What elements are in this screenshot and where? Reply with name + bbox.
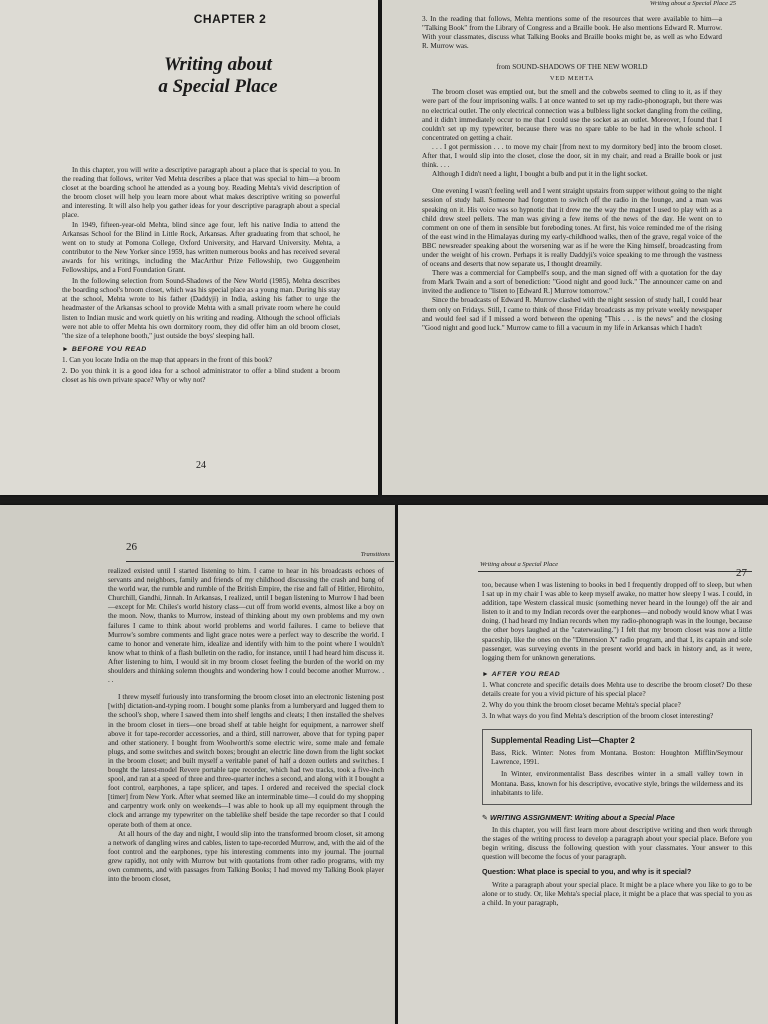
supplemental-reading-heading: Supplemental Reading List—Chapter 2 bbox=[491, 736, 635, 746]
reading-paragraph-6: Since the broadcasts of Edward R. Murrow clashed with the night session of study hall, I could hear them only on Fridays. Still, I came to think of those Friday broadcasts as my private weekly newspaper and would feel sad if I missed a word between the opening "This . . . is the news" and the closing "Good night and good luck." Murrow came to fill a vacuum in my life in Arkansas which I hadn't bbox=[422, 296, 722, 332]
before-question-3: 3. In the reading that follows, Mehta mentions some of the resources that were available to him—a "Talking Book" from the Library of Congress and a Braille book. He also mentions Edward R. Murrow. With your classmates, discuss what Talking Books and Braille books might be, as well as who Edward R. Murrow was. bbox=[422, 15, 722, 51]
reading-source: from SOUND-SHADOWS OF THE NEW WORLD bbox=[496, 63, 648, 72]
chapter-title-line2: a Special Place bbox=[158, 76, 278, 97]
supplemental-reading-description: In Winter, environmentalist Bass describes winter in a small valley town in Montana. Bass, known for his descriptive, evocative style, brings the wilderness and its inhabitants to life. bbox=[491, 770, 743, 797]
page-number-27: 27 bbox=[736, 567, 747, 579]
page-27 bbox=[398, 505, 768, 1024]
page-24 bbox=[0, 0, 378, 495]
chapter-title bbox=[118, 54, 318, 98]
reading-paragraph-7: realized existed until I started listening to him. I came to hear in his broadcasts echoes of servants and neighbors, family and friends of my childhood discussing the crash and bang of the world war, the rumble and rumble of the British Empire, the rise and fall of Hitler, Hirohito, Churchill, Gandhi, Jinnah. In Arkansas, I realized, until I began listening to Murrow I had been—except for Mr. Chiles's world history class—cut off from world events, almost like a boy on the moon. Now, thanks to Murrow, instead of thinking about my own problems and my own failures I came to think about world problems and world failures. I came to believe that Murrow's sombre comments and light grace notes were a perfect way to describe the world. I came to honor and venerate him, idealize and identify with him to the point where I wouldn't know what to think of a flash bulletin on the radio, for instance, until I had heard him discuss it. After listening to him, I would sit in my broom closet feeling the burden of the world on my shoulders and thinking solemn thoughts and wondering how I could become another Murrow. . . . bbox=[108, 567, 384, 685]
page-26-body bbox=[108, 567, 384, 884]
before-question-2: 2. Do you think it is a good idea for a school administrator to offer a blind student a broom closet as his own private space? Why or why not? bbox=[62, 366, 340, 384]
page-25-body bbox=[422, 13, 722, 333]
before-question-1: 1. Can you locate India on the map that appears in the front of this book? bbox=[62, 355, 272, 364]
assignment-final-text: Write a paragraph about your special place. It might be a place where you like to go to be alone or to study. Or, like Mehta's special place, it might be a place that was special to you as a child. In your paragraph, bbox=[482, 881, 752, 908]
page-27-body bbox=[482, 581, 752, 908]
assignment-question: Question: What place is special to you, and why is it special? bbox=[482, 867, 692, 877]
after-you-read-heading: ► AFTER YOU READ bbox=[482, 670, 561, 678]
writing-assignment-text: In this chapter, you will first learn more about descriptive writing and then work through the stages of the writing process to develop a paragraph about your special place. Before you begin writing, discuss the following question with your classmates. Your answer to this question will become the focus of your paragraph. bbox=[482, 825, 752, 861]
intro-paragraph-3: In the following selection from Sound-Shadows of the New World (1985), Mehta describes the boarding school's broom closet, which was his special place as a young man. During his stay at the school, Mehta wrote to his father (Daddyji) in India, asking his father to urge the headmaster of the Arkansas school to provide Mehta with a small private room where he could listen to Indian music and work quietly on his writing and reading. Although the school officials were not able to offer Mehta his own dormitory room, they did offer him an old broom closet, "the size of a telephone booth," just outside the boys' sleeping hall. bbox=[62, 277, 340, 340]
reading-paragraph-8: I threw myself furiously into transforming the broom closet into an electronic listening post [with] dictation-and-typing room. I bought some planks from a lumberyard and lugged them to the school's shop, where I sawed them into shelf lengths and cleats; I then installed the shelves in the broom closet in tiers—one broad shelf at table height for equipment, a narrower shelf above it for tape-recorder accessories, and a third, still narrower, above that for typing paper and other stationery. I bought from Woolworth's some electric wire, some male and female plugs, and some switches and switch boxes; brought an electric line down from the light socket in the broom closet; and built myself a veritable panel of half a dozen outlets and switches. I bought the latest-model Revere portable tape recorder, which had two tracks, took a five-inch spool, and ran at a speed of three and three-quarter inches a second, and along with it I bought a foot control, earphones, a tape splicer, and tapes. I ordered and received the special clock [timer] from New York. After what seemed like an interminable time—I could do my shopping and carpentry work only on weekends—I was able to hook up all my equipment through the clock and arrange my typewriter on the tablelike shelf beside the tape recorder so that I could operate both of them at once. bbox=[108, 693, 384, 829]
page-26-header: Transitions bbox=[360, 551, 390, 558]
page-25 bbox=[382, 0, 768, 495]
page-26-header-rule bbox=[126, 549, 394, 562]
chapter-label: CHAPTER 2 bbox=[193, 12, 267, 26]
intro-paragraph-1: In this chapter, you will write a descriptive paragraph about a place that is special to you. In the reading that follows, writer Ved Mehta describes a place that was special to him—a broom closet at the boarding school he attended as a young boy. Reading Mehta's vivid description of the broom closet will help you learn more about what makes descriptive writing so powerful and interesting. It will also help you gather ideas for your descriptive paragraph about a special place. bbox=[62, 166, 340, 220]
reading-paragraph-4: One evening I wasn't feeling well and I went straight upstairs from supper without going to the night session of study hall. Someone had forgotten to switch off the radio in the lounge, and a man was speaking on it. His voice was so hypnotic that it drew me the way the magnet I used to play with as a child drew steel pellets. The man was giving a few items of the news of the day. He went on to comment on one of them in sensible but foreboding tones. At first, his voice reminded me of the rising of the east wind in the Himalayas during my early-childhood walks, then of the grave, regal voice of the BBC newsreader speaking about the worsening war as if he were the King himself, broadcasting from under the weight of his crown. Perhaps it is really Daddyji's voice speaking to me through the vastness of oceans and deserts that now separate us, I thought dreamily. bbox=[422, 187, 722, 269]
reading-paragraph-3: Although I didn't need a light, I bought a bulb and put it in the light socket. bbox=[432, 170, 648, 179]
page-25-header: Writing about a Special Place 25 bbox=[649, 0, 736, 7]
page-26 bbox=[0, 505, 395, 1024]
supplemental-reading-box bbox=[482, 729, 752, 804]
reading-paragraph-9: At all hours of the day and night, I would slip into the transformed broom closet, sit among a network of dangling wires and cables, listen to tape-recorded Murrow, and, with the aid of the foot control and the earphones, type his interesting comments into my journal. The journal grew rapidly, not only with Murrow but with quotations from other radio programs, with my own comments, and with passages from Talking Books; I had moved my Talking Book player into the broom closet, bbox=[108, 829, 384, 884]
page-27-header: Writing about a Special Place bbox=[480, 561, 558, 568]
after-question-3: 3. In what ways do you find Mehta's description of the broom closet interesting? bbox=[482, 712, 714, 721]
reading-paragraph-5: There was a commercial for Campbell's soup, and the man signed off with a quotation for the day from Mark Twain and a sort of benediction: "Good night and good luck." The announcer came on and invited the audience to "listen to [Edward R.] Murrow tomorrow." bbox=[422, 269, 722, 296]
reading-author: VED MEHTA bbox=[549, 75, 595, 83]
after-question-2: 2. Why do you think the broom closet became Mehta's special place? bbox=[482, 701, 681, 710]
page-24-body bbox=[62, 166, 340, 385]
supplemental-reading-reference: Bass, Rick. Winter: Notes from Montana. Boston: Houghton Mifflin/Seymour Lawrence, 1991. bbox=[491, 749, 743, 767]
page-number-24: 24 bbox=[196, 460, 206, 471]
chapter-title-line1: Writing about bbox=[164, 54, 272, 75]
page-number-26: 26 bbox=[126, 541, 137, 553]
before-you-read-heading: ► BEFORE YOU READ bbox=[62, 345, 147, 353]
reading-paragraph-1: The broom closet was emptied out, but the smell and the cobwebs seemed to cling to it, as if they were part of the four imprisoning walls. I at once wanted to set up my radio-phonograph, but there was no electrical outlet. The only electrical connection was a bulbless light socket dangling from the ceiling, and it didn't immediately occur to me that I could use the socket as an outlet. Moreover, I found that I couldn't set up my typewriter, because there was no spare table to be had in the whole school. I concentrated on getting a chair. bbox=[422, 88, 722, 142]
reading-paragraph-10: too, because when I was listening to books in bed I frequently dropped off to sleep, but when I sat up in my chair I was able to keep myself awake, no matter how sleepy I was. I could, in addition, tape Western classical music (something never heard in the lounge) off the air and listen to it and to my Indian records over the earphones—and nobody would know what I was doing. (I had heard my Indian records when my radio-phonograph was in the lounge, because the other boys laughed at the "caterwauling.") I felt that my broom closet was now a little spaceship, like the ones on the "Dimension X" radio program, and that I, its captain and sole passenger, was surveying events in the present world and back in history and, as it were, logging them for unknown generations. bbox=[482, 581, 752, 662]
intro-paragraph-2: In 1949, fifteen-year-old Mehta, blind since age four, left his native India to attend the Arkansas School for the Blind in Little Rock, Arkansas. After graduating from that school, he went on to study at Pomona College, Oxford University, and Harvard University. Mehta, a contributor to the New Yorker since 1959, has written numerous books and has received several awards for his writings, including the MacArthur Prize Fellowship, two Guggenheim Fellowships, and a Ford Foundation Grant. bbox=[62, 220, 340, 275]
after-question-1: 1. What concrete and specific details does Mehta use to describe the broom closet? Do these details create for you a vivid picture of his special place? bbox=[482, 680, 752, 698]
writing-assignment-heading: ✎ WRITING ASSIGNMENT: Writing about a Special Place bbox=[482, 812, 675, 822]
page-27-header-rule bbox=[478, 559, 752, 572]
reading-paragraph-2: . . . I got permission . . . to move my chair [from next to my dormitory bed] into the broom closet. After that, I would slip into the closet, close the door, sit in my chair, and read a Braille book or just think. . . . bbox=[422, 142, 722, 170]
